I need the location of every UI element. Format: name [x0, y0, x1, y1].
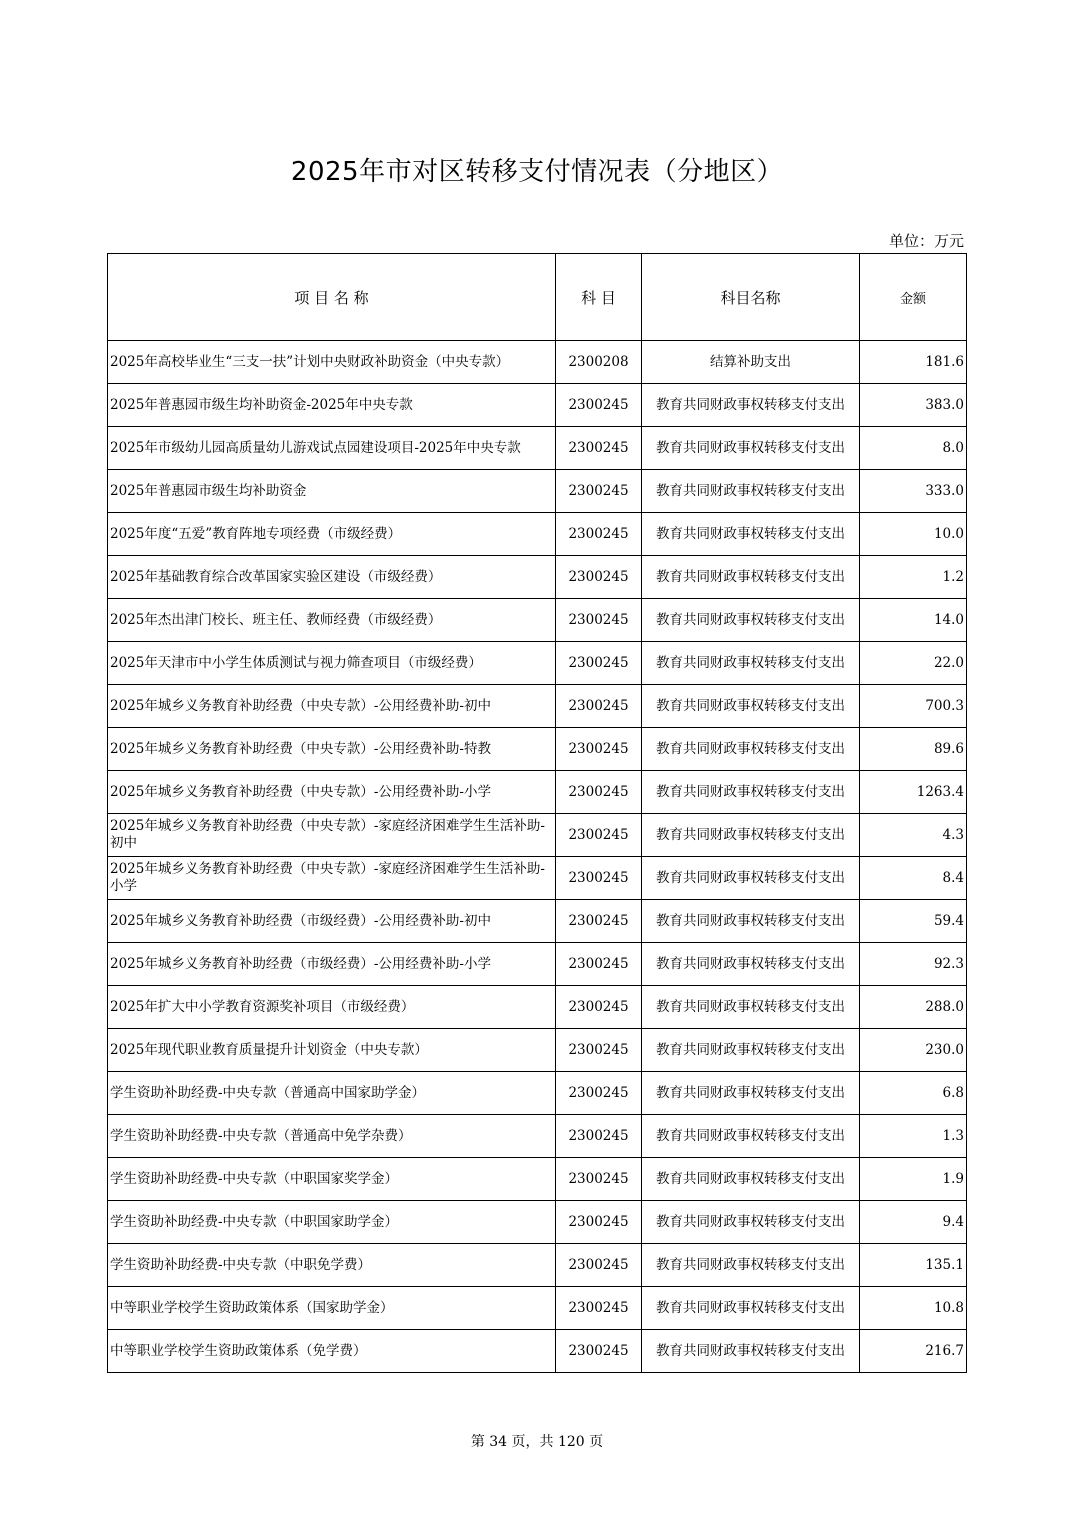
table-row — [108, 1244, 967, 1287]
amount-cell: 4.3 — [860, 814, 967, 857]
subject-code-cell: 2300208 — [556, 341, 642, 384]
project-name-cell: 2025年杰出津门校长、班主任、教师经费（市级经费） — [108, 599, 556, 642]
subject-name-cell: 教育共同财政事权转移支付支出 — [642, 1244, 860, 1287]
project-name-cell: 2025年高校毕业生“三支一扶”计划中央财政补助资金（中央专款） — [108, 341, 556, 384]
subject-name-cell: 教育共同财政事权转移支付支出 — [642, 1201, 860, 1244]
subject-name-cell: 教育共同财政事权转移支付支出 — [642, 384, 860, 427]
subject-code-cell: 2300245 — [556, 1287, 642, 1330]
subject-code-cell: 2300245 — [556, 814, 642, 857]
subject-code-cell: 2300245 — [556, 900, 642, 943]
project-name-cell: 2025年城乡义务教育补助经费（市级经费）-公用经费补助-小学 — [108, 943, 556, 986]
table-row — [108, 513, 967, 556]
table-row — [108, 384, 967, 427]
amount-cell: 6.8 — [860, 1072, 967, 1115]
amount-cell: 181.6 — [860, 341, 967, 384]
subject-name-cell: 教育共同财政事权转移支付支出 — [642, 771, 860, 814]
subject-name-cell: 教育共同财政事权转移支付支出 — [642, 513, 860, 556]
project-name-cell: 2025年城乡义务教育补助经费（中央专款）-家庭经济困难学生生活补助-初中 — [108, 814, 556, 857]
amount-cell: 10.8 — [860, 1287, 967, 1330]
project-name-cell: 2025年城乡义务教育补助经费（市级经费）-公用经费补助-初中 — [108, 900, 556, 943]
table-row — [108, 771, 967, 814]
header-subject-code: 科 目 — [556, 254, 642, 341]
header-project-name: 项 目 名 称 — [108, 254, 556, 341]
amount-cell: 10.0 — [860, 513, 967, 556]
table-row — [108, 1115, 967, 1158]
amount-cell: 8.4 — [860, 857, 967, 900]
table-row — [108, 1029, 967, 1072]
subject-name-cell: 结算补助支出 — [642, 341, 860, 384]
subject-name-cell: 教育共同财政事权转移支付支出 — [642, 728, 860, 771]
subject-code-cell: 2300245 — [556, 427, 642, 470]
subject-name-cell: 教育共同财政事权转移支付支出 — [642, 986, 860, 1029]
subject-code-cell: 2300245 — [556, 1244, 642, 1287]
amount-cell: 1.2 — [860, 556, 967, 599]
project-name-cell: 2025年现代职业教育质量提升计划资金（中央专款） — [108, 1029, 556, 1072]
project-name-cell: 2025年基础教育综合改革国家实验区建设（市级经费） — [108, 556, 556, 599]
subject-name-cell: 教育共同财政事权转移支付支出 — [642, 1115, 860, 1158]
table-row — [108, 642, 967, 685]
subject-code-cell: 2300245 — [556, 685, 642, 728]
project-name-cell: 2025年天津市中小学生体质测试与视力筛查项目（市级经费） — [108, 642, 556, 685]
project-name-cell: 2025年城乡义务教育补助经费（中央专款）-公用经费补助-初中 — [108, 685, 556, 728]
subject-code-cell: 2300245 — [556, 771, 642, 814]
amount-cell: 216.7 — [860, 1330, 967, 1373]
project-name-cell: 学生资助补助经费-中央专款（中职国家奖学金） — [108, 1158, 556, 1201]
table-row — [108, 986, 967, 1029]
table-row — [108, 1201, 967, 1244]
subject-code-cell: 2300245 — [556, 513, 642, 556]
table-row — [108, 814, 967, 857]
amount-cell: 383.0 — [860, 384, 967, 427]
subject-code-cell: 2300245 — [556, 943, 642, 986]
amount-cell: 135.1 — [860, 1244, 967, 1287]
table-row — [108, 857, 967, 900]
subject-code-cell: 2300245 — [556, 599, 642, 642]
subject-name-cell: 教育共同财政事权转移支付支出 — [642, 1287, 860, 1330]
subject-code-cell: 2300245 — [556, 728, 642, 771]
table-row — [108, 1330, 967, 1373]
subject-name-cell: 教育共同财政事权转移支付支出 — [642, 1072, 860, 1115]
table-row — [108, 685, 967, 728]
table-body — [108, 341, 967, 1373]
amount-cell: 8.0 — [860, 427, 967, 470]
project-name-cell: 2025年市级幼儿园高质量幼儿游戏试点园建设项目-2025年中央专款 — [108, 427, 556, 470]
table-header-row — [108, 254, 967, 341]
table-row — [108, 556, 967, 599]
table-row — [108, 427, 967, 470]
subject-name-cell: 教育共同财政事权转移支付支出 — [642, 1330, 860, 1373]
header-subject-name: 科目名称 — [642, 254, 860, 341]
project-name-cell: 中等职业学校学生资助政策体系（国家助学金） — [108, 1287, 556, 1330]
subject-name-cell: 教育共同财政事权转移支付支出 — [642, 470, 860, 513]
project-name-cell: 2025年城乡义务教育补助经费（中央专款）-家庭经济困难学生生活补助-小学 — [108, 857, 556, 900]
unit-label: 单位：万元 — [888, 232, 964, 250]
table-row — [108, 599, 967, 642]
amount-cell: 59.4 — [860, 900, 967, 943]
subject-name-cell: 教育共同财政事权转移支付支出 — [642, 685, 860, 728]
subject-code-cell: 2300245 — [556, 1115, 642, 1158]
subject-name-cell: 教育共同财政事权转移支付支出 — [642, 857, 860, 900]
project-name-cell: 中等职业学校学生资助政策体系（免学费） — [108, 1330, 556, 1373]
subject-code-cell: 2300245 — [556, 556, 642, 599]
table-row — [108, 943, 967, 986]
subject-name-cell: 教育共同财政事权转移支付支出 — [642, 814, 860, 857]
project-name-cell: 学生资助补助经费-中央专款（普通高中免学杂费） — [108, 1115, 556, 1158]
subject-code-cell: 2300245 — [556, 1201, 642, 1244]
amount-cell: 89.6 — [860, 728, 967, 771]
amount-cell: 333.0 — [860, 470, 967, 513]
subject-code-cell: 2300245 — [556, 470, 642, 513]
project-name-cell: 学生资助补助经费-中央专款（中职免学费） — [108, 1244, 556, 1287]
amount-cell: 1.3 — [860, 1115, 967, 1158]
project-name-cell: 2025年度“五爱”教育阵地专项经费（市级经费） — [108, 513, 556, 556]
amount-cell: 1.9 — [860, 1158, 967, 1201]
amount-cell: 700.3 — [860, 685, 967, 728]
table-row — [108, 1158, 967, 1201]
subject-name-cell: 教育共同财政事权转移支付支出 — [642, 1029, 860, 1072]
subject-code-cell: 2300245 — [556, 1072, 642, 1115]
subject-name-cell: 教育共同财政事权转移支付支出 — [642, 556, 860, 599]
project-name-cell: 2025年普惠园市级生均补助资金 — [108, 470, 556, 513]
amount-cell: 1263.4 — [860, 771, 967, 814]
page-title: 2025年市对区转移支付情况表（分地区） — [290, 157, 784, 187]
project-name-cell: 2025年扩大中小学教育资源奖补项目（市级经费） — [108, 986, 556, 1029]
subject-name-cell: 教育共同财政事权转移支付支出 — [642, 599, 860, 642]
table-row — [108, 341, 967, 384]
table-row — [108, 1287, 967, 1330]
project-name-cell: 学生资助补助经费-中央专款（普通高中国家助学金） — [108, 1072, 556, 1115]
subject-code-cell: 2300245 — [556, 1029, 642, 1072]
subject-code-cell: 2300245 — [556, 1330, 642, 1373]
subject-name-cell: 教育共同财政事权转移支付支出 — [642, 1158, 860, 1201]
table-row — [108, 1072, 967, 1115]
subject-name-cell: 教育共同财政事权转移支付支出 — [642, 943, 860, 986]
subject-code-cell: 2300245 — [556, 986, 642, 1029]
transfer-payment-table — [107, 253, 967, 1373]
header-amount: 金额 — [860, 254, 967, 341]
amount-cell: 92.3 — [860, 943, 967, 986]
subject-code-cell: 2300245 — [556, 857, 642, 900]
page-footer: 第 34 页，共 120 页 — [470, 1434, 604, 1450]
subject-code-cell: 2300245 — [556, 642, 642, 685]
subject-name-cell: 教育共同财政事权转移支付支出 — [642, 642, 860, 685]
amount-cell: 288.0 — [860, 986, 967, 1029]
subject-name-cell: 教育共同财政事权转移支付支出 — [642, 900, 860, 943]
table-row — [108, 728, 967, 771]
amount-cell: 230.0 — [860, 1029, 967, 1072]
amount-cell: 22.0 — [860, 642, 967, 685]
subject-code-cell: 2300245 — [556, 384, 642, 427]
subject-name-cell: 教育共同财政事权转移支付支出 — [642, 427, 860, 470]
amount-cell: 9.4 — [860, 1201, 967, 1244]
project-name-cell: 2025年城乡义务教育补助经费（中央专款）-公用经费补助-小学 — [108, 771, 556, 814]
table-row — [108, 900, 967, 943]
project-name-cell: 学生资助补助经费-中央专款（中职国家助学金） — [108, 1201, 556, 1244]
amount-cell: 14.0 — [860, 599, 967, 642]
project-name-cell: 2025年普惠园市级生均补助资金-2025年中央专款 — [108, 384, 556, 427]
subject-code-cell: 2300245 — [556, 1158, 642, 1201]
table-row — [108, 470, 967, 513]
project-name-cell: 2025年城乡义务教育补助经费（中央专款）-公用经费补助-特教 — [108, 728, 556, 771]
